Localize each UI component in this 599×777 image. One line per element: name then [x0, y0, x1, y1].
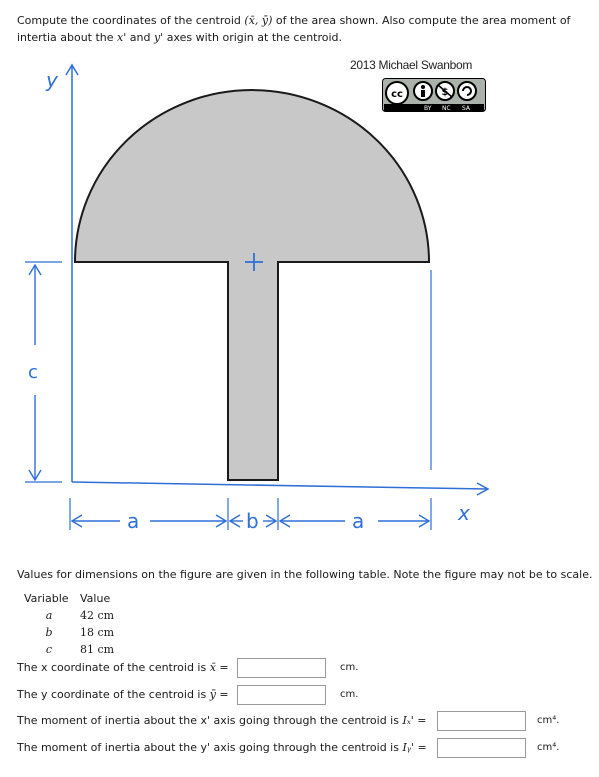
cc-icon: cc [391, 89, 403, 100]
svg-text:$: $ [441, 87, 449, 98]
table-header: Value [80, 592, 111, 605]
ix-symbol: Iₓ' = [402, 714, 427, 727]
question-xbar: The x coordinate of the centroid is x̄ = [17, 661, 229, 674]
question-iy: The moment of inertia about the y' axis going through the centroid is Iᵧ' = [17, 741, 427, 754]
a-right-label: a [352, 509, 365, 533]
ix-answer-input[interactable] [437, 711, 526, 731]
nc-text: NC [442, 105, 451, 112]
prompt-text: axes with origin at the centroid. [166, 31, 343, 44]
b-label: b [246, 509, 259, 533]
by-text: BY [424, 105, 432, 112]
shape-area [75, 90, 429, 480]
question-ybar: The y coordinate of the centroid is ȳ = [17, 688, 229, 701]
ybar-answer-input[interactable] [237, 685, 326, 705]
prompt-text: and [129, 31, 151, 44]
table-header: Variable [24, 592, 69, 605]
x-axis-arrow [72, 482, 488, 495]
prompt-text: of the area shown. Also compute the area moment of intertia about the [17, 14, 571, 44]
shape-figure [0, 52, 599, 552]
prompt-text: Compute the coordinates of the centroid [17, 14, 241, 27]
table-note: Values for dimensions on the figure are given in the following table. Note the figure may not be to scale. [17, 568, 593, 581]
table-row: c 81 cm [45, 643, 115, 656]
question-ix: The moment of inertia about the x' axis going through the centroid is Iₓ' = [17, 714, 427, 727]
iy-symbol: Iᵧ' = [402, 741, 427, 754]
x-axis-label: x [458, 501, 470, 525]
unit-label: cm. [340, 689, 359, 700]
y-axis-arrow [66, 65, 78, 482]
unit-label: cm⁴. [537, 715, 560, 726]
a-left-label: a [127, 509, 140, 533]
xbar-symbol: x̄ = [209, 661, 229, 674]
figure-credit: 2013 Michael Swanbom [350, 58, 473, 72]
y-prime-symbol: y' [153, 31, 164, 44]
x-prime-symbol: x' [117, 31, 127, 44]
dimensions-table [24, 590, 120, 658]
ybar-symbol: ȳ = [209, 688, 229, 701]
problem-statement [17, 12, 587, 46]
unit-label: cm⁴. [537, 742, 560, 753]
sa-icon [458, 82, 476, 100]
xbar-answer-input[interactable] [237, 658, 326, 678]
table-row: b 18 cm [45, 626, 115, 639]
cc-license-badge [382, 78, 486, 112]
table-row: a 42 cm [45, 609, 115, 622]
centroid-symbol: (x̄, ȳ) [244, 14, 273, 27]
c-label: c [28, 362, 38, 383]
unit-label: cm. [340, 662, 359, 673]
iy-answer-input[interactable] [437, 738, 526, 758]
y-axis-label: y [46, 68, 58, 92]
sa-text: SA [462, 105, 471, 112]
